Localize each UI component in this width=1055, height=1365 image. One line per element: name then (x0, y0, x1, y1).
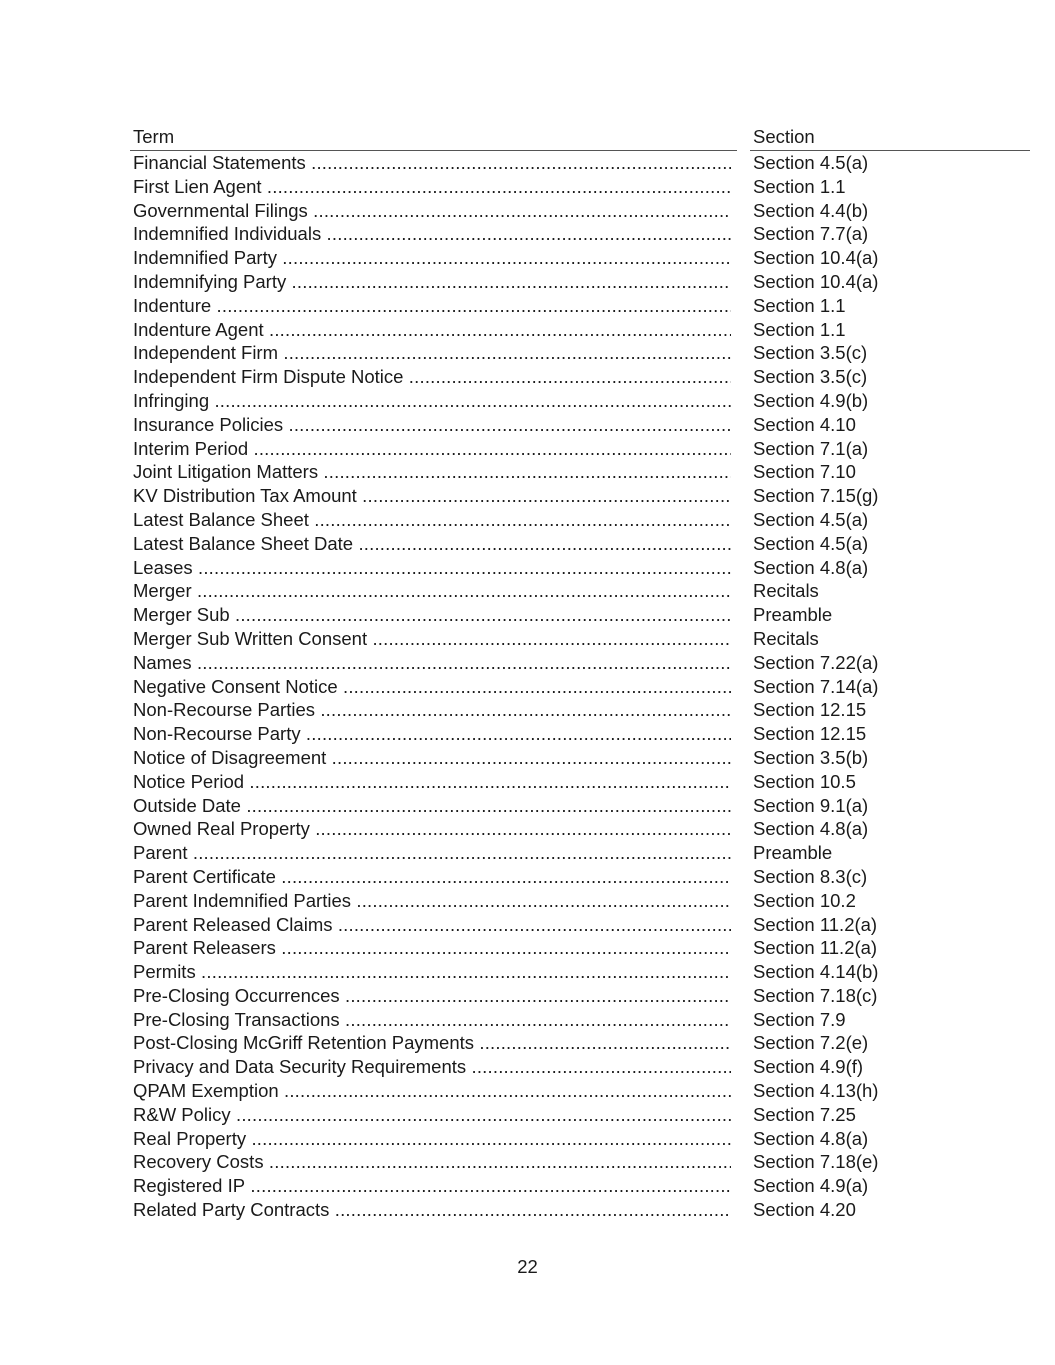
term-cell: Independent Firm Dispute Notice ..... (133, 365, 731, 389)
term-cell: Latest Balance Sheet Date ..... (133, 532, 731, 556)
section-cell: Section 7.9 (753, 1008, 846, 1030)
section-cell: Section 1.1 (753, 175, 846, 197)
table-row (133, 913, 1033, 937)
table-row (133, 246, 1033, 270)
table-row (133, 865, 1033, 889)
table-row (133, 1198, 1033, 1222)
section-cell: Section 7.22(a) (753, 651, 879, 673)
section-cell: Section 4.10 (753, 413, 856, 435)
section-cell: Section 7.2(e) (753, 1032, 869, 1054)
term-cell: Notice of Disagreement ..... (133, 746, 731, 770)
table-row (133, 1008, 1033, 1032)
term-cell: Post-Closing McGriff Retention Payments ..... (133, 1031, 731, 1055)
section-cell: Section 11.2(a) (753, 937, 878, 959)
table-row (133, 960, 1033, 984)
table-row (133, 1103, 1033, 1127)
term-cell: Registered IP ..... (133, 1174, 731, 1198)
index-table (133, 151, 1033, 1222)
term-cell: Joint Litigation Matters ..... (133, 460, 731, 484)
table-row (133, 651, 1033, 675)
table-row (133, 770, 1033, 794)
table-row (133, 746, 1033, 770)
table-row (133, 199, 1033, 223)
section-cell: Section 4.5(a) (753, 508, 869, 530)
section-cell: Section 4.5(a) (753, 532, 869, 554)
section-cell: Section 7.10 (753, 461, 856, 483)
term-cell: Infringing ..... (133, 389, 731, 413)
section-cell: Preamble (753, 604, 833, 626)
table-row (133, 817, 1033, 841)
term-cell: Real Property ..... (133, 1127, 731, 1151)
section-cell: Section 7.7(a) (753, 223, 869, 245)
term-cell: Latest Balance Sheet ..... (133, 508, 731, 532)
term-cell: Recovery Costs ..... (133, 1150, 731, 1174)
section-cell: Recitals (753, 580, 819, 602)
table-row (133, 508, 1033, 532)
table-row (133, 222, 1033, 246)
section-cell: Section 3.5(c) (753, 342, 868, 364)
term-cell: Outside Date ..... (133, 794, 731, 818)
term-cell: Insurance Policies ..... (133, 413, 731, 437)
table-row (133, 318, 1033, 342)
section-cell: Section 7.15(g) (753, 485, 879, 507)
table-row (133, 151, 1033, 175)
section-cell: Section 10.2 (753, 889, 856, 911)
section-cell: Section 4.20 (753, 1199, 856, 1221)
term-cell: Interim Period ..... (133, 437, 731, 461)
term-cell: Related Party Contracts ..... (133, 1198, 731, 1222)
term-cell: Parent Indemnified Parties ..... (133, 889, 731, 913)
page-number: 22 (517, 1256, 538, 1277)
table-row (133, 579, 1033, 603)
section-cell: Preamble (753, 842, 833, 864)
table-row (133, 984, 1033, 1008)
term-cell: Negative Consent Notice ..... (133, 675, 731, 699)
table-row (133, 484, 1033, 508)
table-row (133, 556, 1033, 580)
table-row (133, 532, 1033, 556)
table-row (133, 627, 1033, 651)
section-cell: Section 10.4(a) (753, 247, 879, 269)
section-cell: Section 3.5(b) (753, 746, 869, 768)
table-row (133, 1055, 1033, 1079)
term-cell: First Lien Agent ..... (133, 175, 731, 199)
table-row (133, 1079, 1033, 1103)
section-cell: Section 1.1 (753, 294, 846, 316)
term-cell: Merger Sub ..... (133, 603, 731, 627)
term-cell: Non-Recourse Party ..... (133, 722, 731, 746)
section-cell: Section 7.18(c) (753, 984, 878, 1006)
term-cell: KV Distribution Tax Amount ..... (133, 484, 731, 508)
table-row (133, 794, 1033, 818)
table-row (133, 341, 1033, 365)
table-row (133, 841, 1033, 865)
table-row (133, 889, 1033, 913)
table-row (133, 389, 1033, 413)
section-cell: Section 7.25 (753, 1103, 856, 1125)
section-cell: Section 11.2(a) (753, 913, 878, 935)
section-cell: Section 10.4(a) (753, 270, 879, 292)
term-cell: QPAM Exemption ..... (133, 1079, 731, 1103)
table-row (133, 365, 1033, 389)
term-cell: Notice Period ..... (133, 770, 731, 794)
term-cell: Parent ..... (133, 841, 731, 865)
table-row (133, 603, 1033, 627)
section-cell: Section 7.14(a) (753, 675, 879, 697)
section-cell: Section 8.3(c) (753, 865, 868, 887)
section-cell: Section 10.5 (753, 770, 856, 792)
term-cell: Pre-Closing Occurrences ..... (133, 984, 731, 1008)
section-cell: Section 4.8(a) (753, 556, 869, 578)
section-cell: Section 4.9(b) (753, 389, 869, 411)
term-cell: Merger ..... (133, 579, 731, 603)
term-cell: Permits ..... (133, 960, 731, 984)
term-cell: Indemnified Individuals ..... (133, 222, 731, 246)
section-cell: Section 7.18(e) (753, 1151, 879, 1173)
table-row (133, 1150, 1033, 1174)
section-cell: Section 12.15 (753, 723, 867, 745)
section-cell: Section 7.1(a) (753, 437, 869, 459)
term-cell: Parent Releasers ..... (133, 936, 731, 960)
term-cell: Indenture ..... (133, 294, 731, 318)
section-cell: Section 4.9(a) (753, 1175, 869, 1197)
table-row (133, 437, 1033, 461)
term-cell: Leases ..... (133, 556, 731, 580)
section-cell: Section 4.13(h) (753, 1080, 879, 1102)
section-cell: Section 4.14(b) (753, 961, 879, 983)
table-row (133, 936, 1033, 960)
term-cell: Independent Firm ..... (133, 341, 731, 365)
section-cell: Section 4.8(a) (753, 1127, 869, 1149)
table-row (133, 294, 1033, 318)
table-row (133, 175, 1033, 199)
term-cell: Indemnified Party ..... (133, 246, 731, 270)
term-cell: Merger Sub Written Consent ..... (133, 627, 731, 651)
table-row (133, 1031, 1033, 1055)
section-cell: Section 1.1 (753, 318, 846, 340)
section-cell: Section 4.5(a) (753, 152, 869, 173)
term-cell: Pre-Closing Transactions ..... (133, 1008, 731, 1032)
term-cell: R&W Policy ..... (133, 1103, 731, 1127)
term-cell: Privacy and Data Security Requirements ..... (133, 1055, 731, 1079)
term-cell: Parent Released Claims ..... (133, 913, 731, 937)
section-cell: Section 4.9(f) (753, 1056, 864, 1078)
table-row (133, 270, 1033, 294)
table-row (133, 1174, 1033, 1198)
term-cell: Names ..... (133, 651, 731, 675)
section-cell: Section 9.1(a) (753, 794, 869, 816)
term-cell: Parent Certificate ..... (133, 865, 731, 889)
section-cell: Recitals (753, 627, 819, 649)
table-row (133, 413, 1033, 437)
section-cell: Section 3.5(c) (753, 366, 868, 388)
table-row (133, 1127, 1033, 1151)
table-row (133, 460, 1033, 484)
table-row (133, 675, 1033, 699)
term-cell: Financial Statements ..... (133, 151, 731, 175)
section-column-header: Section (753, 126, 815, 147)
table-row (133, 698, 1033, 722)
table-row (133, 722, 1033, 746)
section-cell: Section 4.8(a) (753, 818, 869, 840)
section-cell: Section 4.4(b) (753, 199, 869, 221)
term-cell: Owned Real Property ..... (133, 817, 731, 841)
term-cell: Indemnifying Party ..... (133, 270, 731, 294)
term-cell: Governmental Filings ..... (133, 199, 731, 223)
term-cell: Non-Recourse Parties ..... (133, 698, 731, 722)
term-column-header: Term (133, 126, 175, 147)
section-cell: Section 12.15 (753, 699, 867, 721)
term-cell: Indenture Agent ..... (133, 318, 731, 342)
